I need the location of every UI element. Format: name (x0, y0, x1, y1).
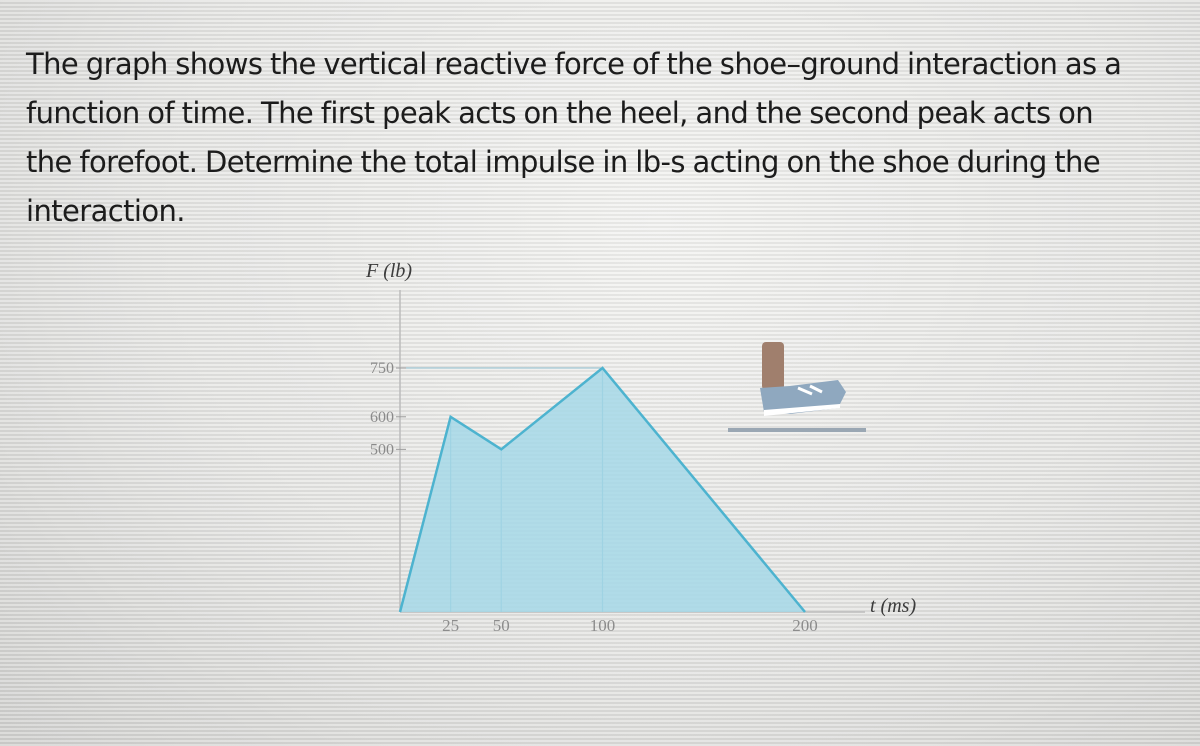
y-axis-title: F (lb) (366, 260, 413, 282)
problem-line-3: the forefoot. Determine the total impulse in lb-s acting on the shoe during the (26, 145, 1101, 179)
y-tick-label: 500 (370, 441, 394, 459)
x-axis-title: t (ms) (870, 595, 917, 617)
y-tick-label: 600 (370, 408, 394, 426)
problem-line-2: function of time. The first peak acts on the heel, and the second peak acts on (26, 96, 1094, 130)
x-tick-label: 200 (792, 616, 818, 635)
impulse-area (400, 368, 805, 612)
x-ticks (442, 616, 818, 635)
x-tick-label: 25 (442, 616, 460, 635)
shoe-illustration (728, 342, 866, 432)
x-tick-label: 50 (492, 616, 510, 635)
y-tick-label: 750 (370, 360, 394, 377)
x-tick-label: 100 (589, 616, 616, 635)
problem-line-4: interaction. (26, 194, 185, 228)
leg-icon (762, 342, 784, 390)
ground-line (728, 428, 866, 432)
problem-line-1: The graph shows the vertical reactive force of the shoe–ground interaction as a (26, 47, 1122, 81)
